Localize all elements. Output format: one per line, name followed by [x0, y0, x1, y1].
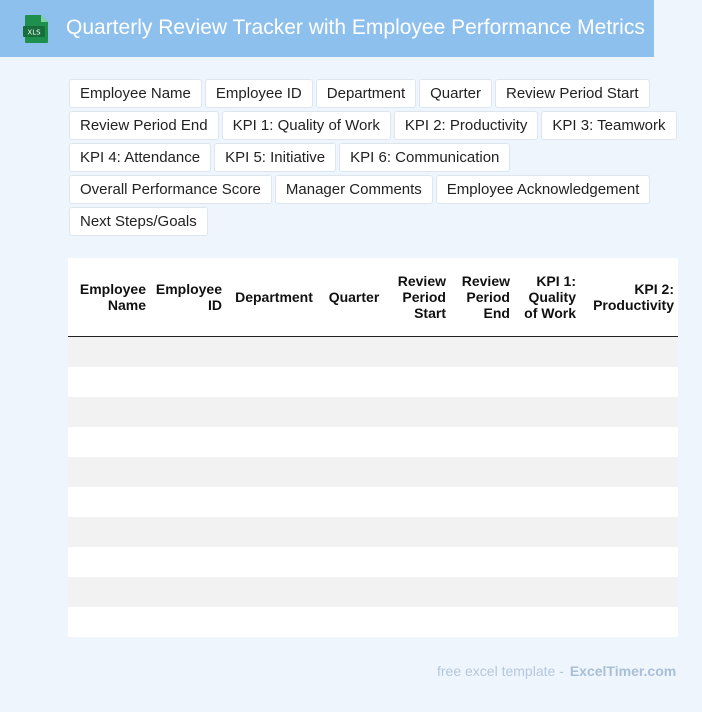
table-cell[interactable]: [322, 397, 386, 427]
field-chip[interactable]: Review Period Start: [495, 79, 650, 108]
table-row: [68, 457, 678, 487]
table-cell[interactable]: [386, 367, 450, 397]
table-row: [68, 397, 678, 427]
field-chip-list: [69, 79, 679, 236]
table-cell[interactable]: [68, 367, 150, 397]
table-cell[interactable]: [386, 397, 450, 427]
table-body: [68, 337, 678, 637]
data-table-container: [68, 258, 678, 637]
table-row: [68, 337, 678, 367]
table-cell[interactable]: [450, 367, 514, 397]
column-header[interactable]: Review Period End: [450, 258, 514, 337]
table-cell[interactable]: [580, 517, 678, 547]
table-row: [68, 517, 678, 547]
footer-brand-link[interactable]: ExcelTimer.com: [569, 663, 677, 679]
field-chip[interactable]: Department: [316, 79, 416, 108]
table-cell[interactable]: [226, 337, 322, 367]
field-chip[interactable]: KPI 5: Initiative: [214, 143, 336, 172]
page-title: Quarterly Review Tracker with Employee Performance Metrics: [66, 16, 645, 39]
table-cell[interactable]: [226, 487, 322, 517]
title-bar: [0, 0, 654, 57]
field-chip[interactable]: KPI 1: Quality of Work: [222, 111, 391, 140]
table-cell[interactable]: [580, 337, 678, 367]
field-chip[interactable]: Next Steps/Goals: [69, 207, 208, 236]
table-cell[interactable]: [514, 487, 580, 517]
table-cell[interactable]: [68, 457, 150, 487]
table-cell[interactable]: [386, 517, 450, 547]
table-cell[interactable]: [580, 457, 678, 487]
table-cell[interactable]: [150, 427, 226, 457]
table-header-row: [68, 258, 678, 337]
table-cell[interactable]: [580, 577, 678, 607]
table-cell[interactable]: [450, 577, 514, 607]
table-cell[interactable]: [514, 337, 580, 367]
table-cell[interactable]: [386, 487, 450, 517]
table-cell[interactable]: [580, 607, 678, 637]
table-cell[interactable]: [68, 607, 150, 637]
table-cell[interactable]: [514, 457, 580, 487]
table-cell[interactable]: [226, 427, 322, 457]
table-cell[interactable]: [386, 457, 450, 487]
table-cell[interactable]: [150, 367, 226, 397]
table-cell[interactable]: [580, 547, 678, 577]
table-cell[interactable]: [68, 517, 150, 547]
table-row: [68, 607, 678, 637]
table-row: [68, 547, 678, 577]
table-cell[interactable]: [150, 397, 226, 427]
table-cell[interactable]: [68, 397, 150, 427]
field-chip[interactable]: Employee ID: [205, 79, 313, 108]
field-chip[interactable]: Review Period End: [69, 111, 219, 140]
field-chip[interactable]: KPI 6: Communication: [339, 143, 510, 172]
table-cell[interactable]: [514, 607, 580, 637]
table-cell[interactable]: [322, 607, 386, 637]
table-cell[interactable]: [514, 427, 580, 457]
table-cell[interactable]: [150, 547, 226, 577]
table-cell[interactable]: [322, 487, 386, 517]
table-row: [68, 577, 678, 607]
table-row: [68, 487, 678, 517]
table-cell[interactable]: [150, 337, 226, 367]
column-header[interactable]: Employee Name: [68, 258, 150, 337]
table-cell[interactable]: [580, 397, 678, 427]
table-cell[interactable]: [322, 337, 386, 367]
column-header[interactable]: Review Period Start: [386, 258, 450, 337]
table-cell[interactable]: [386, 337, 450, 367]
table-cell[interactable]: [226, 547, 322, 577]
table-cell[interactable]: [150, 487, 226, 517]
field-chip[interactable]: KPI 2: Productivity: [394, 111, 539, 140]
table-cell[interactable]: [68, 337, 150, 367]
table-cell[interactable]: [450, 547, 514, 577]
table-cell[interactable]: [386, 547, 450, 577]
table-cell[interactable]: [226, 577, 322, 607]
table-cell[interactable]: [514, 517, 580, 547]
footer-prefix: free excel template -: [437, 663, 564, 679]
table-cell[interactable]: [450, 397, 514, 427]
field-chip[interactable]: KPI 4: Attendance: [69, 143, 211, 172]
table-cell[interactable]: [514, 367, 580, 397]
table-cell[interactable]: [226, 367, 322, 397]
table-cell[interactable]: [150, 577, 226, 607]
table-row: [68, 427, 678, 457]
table-cell[interactable]: [322, 427, 386, 457]
table-cell[interactable]: [580, 427, 678, 457]
field-chip[interactable]: Overall Performance Score: [69, 175, 272, 204]
table-cell[interactable]: [226, 517, 322, 547]
table-cell[interactable]: [450, 337, 514, 367]
table-cell[interactable]: [322, 457, 386, 487]
data-table: [68, 258, 678, 637]
footer-credit: [437, 662, 676, 680]
field-chip[interactable]: Employee Acknowledgement: [436, 175, 651, 204]
table-cell[interactable]: [322, 367, 386, 397]
table-cell[interactable]: [322, 577, 386, 607]
table-cell[interactable]: [68, 577, 150, 607]
table-cell[interactable]: [150, 607, 226, 637]
table-cell[interactable]: [68, 547, 150, 577]
table-cell[interactable]: [450, 487, 514, 517]
table-cell[interactable]: [450, 427, 514, 457]
table-cell[interactable]: [322, 517, 386, 547]
table-cell[interactable]: [226, 607, 322, 637]
field-chip[interactable]: Manager Comments: [275, 175, 433, 204]
table-cell[interactable]: [514, 577, 580, 607]
table-cell[interactable]: [514, 547, 580, 577]
column-header[interactable]: KPI 1: Quality of Work: [514, 258, 580, 337]
table-cell[interactable]: [150, 457, 226, 487]
table-row: [68, 367, 678, 397]
field-chip[interactable]: Employee Name: [69, 79, 202, 108]
table-cell[interactable]: [322, 547, 386, 577]
column-header[interactable]: Employee ID: [150, 258, 226, 337]
icon-label: XLS: [27, 28, 41, 37]
table-cell[interactable]: [580, 367, 678, 397]
table-cell[interactable]: [386, 427, 450, 457]
table-cell[interactable]: [226, 397, 322, 427]
table-cell[interactable]: [68, 487, 150, 517]
table-cell[interactable]: [450, 517, 514, 547]
table-cell[interactable]: [580, 487, 678, 517]
table-cell[interactable]: [450, 607, 514, 637]
table-cell[interactable]: [68, 427, 150, 457]
table-cell[interactable]: [226, 457, 322, 487]
table-cell[interactable]: [150, 517, 226, 547]
column-header[interactable]: Department: [226, 258, 322, 337]
excel-file-icon: [22, 14, 50, 44]
table-cell[interactable]: [450, 457, 514, 487]
table-cell[interactable]: [386, 607, 450, 637]
field-chip[interactable]: KPI 3: Teamwork: [541, 111, 676, 140]
field-chip[interactable]: Quarter: [419, 79, 492, 108]
table-cell[interactable]: [386, 577, 450, 607]
table-cell[interactable]: [514, 397, 580, 427]
column-header[interactable]: KPI 2: Productivity: [580, 258, 678, 337]
column-header[interactable]: Quarter: [322, 258, 386, 337]
